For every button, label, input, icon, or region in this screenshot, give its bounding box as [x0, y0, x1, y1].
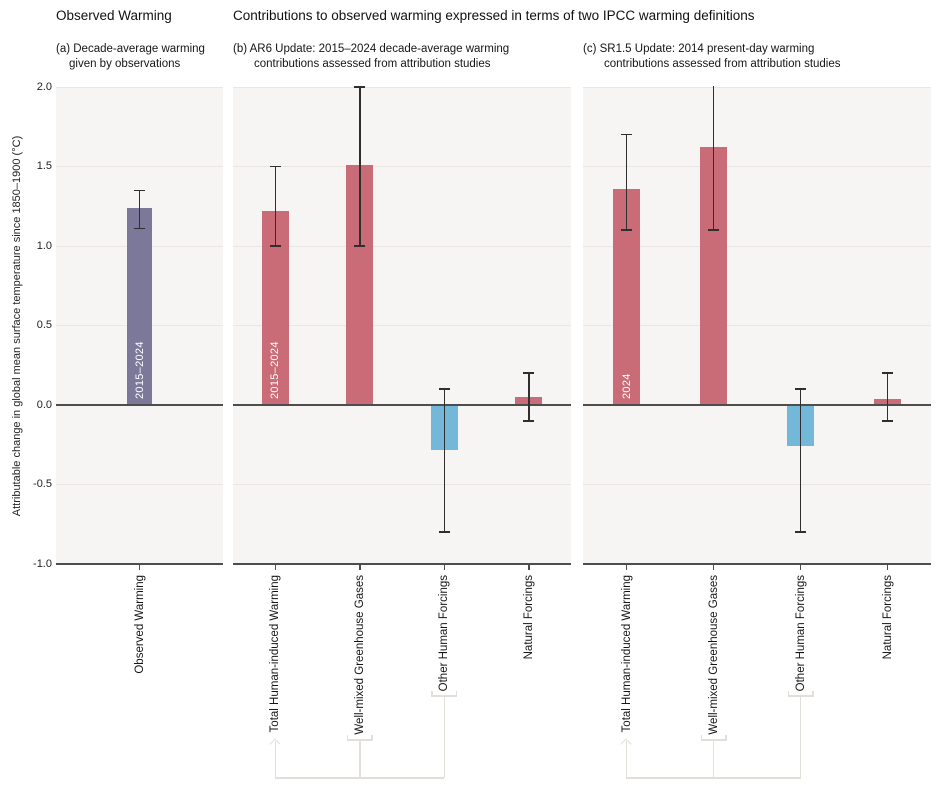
x-axis-tick: [887, 565, 889, 570]
arrow-head-icon: [269, 738, 280, 749]
panel-c-subtitle: [583, 42, 841, 72]
grid-line: [56, 87, 223, 88]
category-label-natural-forcings: Natural Forcings: [522, 575, 535, 660]
bottom-axis: [233, 563, 571, 565]
error-bar-well-mixed-greenhouse-gases: [713, 86, 715, 230]
panel-b-subtitle-line2: contributions assessed from attribution studies: [254, 58, 491, 70]
grid-line: [233, 484, 571, 485]
section-title-observed-warming: Observed Warming: [56, 8, 172, 23]
y-tick-label: -0.5: [33, 478, 52, 490]
category-label-observed-warming: Observed Warming: [133, 575, 146, 674]
error-bar-total-human-induced-warming: [275, 167, 277, 247]
connector-bracket-tick: [431, 691, 433, 696]
category-label-well-mixed-greenhouse-gases: Well-mixed Greenhouse Gases: [707, 575, 720, 735]
connector-drop: [800, 696, 802, 778]
section-title-contributions: Contributions to observed warming expressed in terms of two IPCC warming definitions: [233, 8, 755, 23]
category-label-other-human-forcings: Other Human Forcings: [794, 575, 807, 692]
error-bar-total-human-induced-warming: [626, 135, 628, 230]
zero-line: [56, 404, 223, 406]
category-label-well-mixed-greenhouse-gases: Well-mixed Greenhouse Gases: [353, 575, 366, 735]
error-bar-cap-top: [882, 372, 893, 374]
x-axis-tick: [713, 565, 715, 570]
grid-line: [233, 87, 571, 88]
y-tick-label: 1.5: [36, 160, 52, 172]
x-axis-tick: [359, 565, 361, 570]
connector-bracket-tick: [347, 735, 349, 740]
y-tick-label: -1.0: [33, 557, 52, 570]
error-bar-cap-bottom: [439, 531, 450, 533]
error-bar-other-human-forcings: [444, 389, 446, 532]
error-bar-cap-bottom: [708, 229, 719, 231]
connector-bracket-tick: [788, 691, 790, 696]
y-tick-label: 0.5: [36, 319, 52, 331]
error-bar-well-mixed-greenhouse-gases: [359, 87, 361, 246]
grid-line: [583, 87, 931, 88]
x-axis-tick: [528, 565, 530, 570]
zero-line: [233, 404, 571, 406]
error-bar-cap-bottom: [354, 245, 365, 247]
panel-c-subtitle-line2: contributions assessed from attribution studies: [604, 58, 841, 70]
error-bar-natural-forcings: [528, 373, 530, 421]
error-bar-cap-bottom: [523, 420, 534, 422]
error-bar-cap-bottom: [621, 229, 632, 231]
error-bar-observed-warming: [139, 190, 141, 228]
error-bar-cap-top: [134, 190, 145, 192]
error-bar-natural-forcings: [887, 373, 889, 421]
x-axis-tick: [800, 565, 802, 570]
connector-bracket-tick: [725, 735, 727, 740]
error-bar-cap-top: [270, 166, 281, 168]
grid-line: [233, 166, 571, 167]
connector-drop: [444, 696, 446, 778]
y-tick-label: 2.0: [36, 80, 52, 93]
x-axis-tick: [275, 565, 277, 570]
error-bar-cap-top: [354, 86, 365, 88]
connector-bracket-tick: [812, 691, 814, 696]
error-bar-cap-top: [795, 388, 806, 390]
arrow-head-icon: [620, 738, 631, 749]
panel-b-subtitle: [233, 42, 509, 72]
x-axis-tick: [139, 565, 141, 570]
connector-drop: [713, 740, 715, 778]
error-bar-cap-top: [621, 134, 632, 136]
bar-period-label: 2015–2024: [133, 341, 146, 399]
error-bar-cap-bottom: [134, 228, 145, 230]
error-bar-cap-bottom: [882, 420, 893, 422]
panel-b-subtitle-line1: (b) AR6 Update: 2015–2024 decade-average warming: [233, 43, 510, 55]
error-bar-cap-top: [439, 388, 450, 390]
y-tick-label: 1.0: [36, 239, 52, 252]
y-tick-label: 0.0: [36, 398, 52, 411]
connector-drop: [359, 740, 361, 778]
category-label-total-human-induced-warming: Total Human-induced Warming: [620, 575, 633, 733]
error-bar-cap-bottom: [795, 531, 806, 533]
panel-a-subtitle-line1: (a) Decade-average warming: [56, 43, 205, 55]
y-axis-label: Attributable change in global mean surface temperature since 1850–1900 (°C): [11, 135, 23, 517]
error-bar-other-human-forcings: [800, 389, 802, 532]
zero-line: [583, 404, 931, 406]
error-bar-cap-bottom: [270, 245, 281, 247]
bar-period-label: 2015–2024: [269, 341, 282, 399]
panel-a-subtitle: [56, 42, 205, 72]
connector-bracket-tick: [456, 691, 458, 696]
x-axis-tick: [626, 565, 628, 570]
connector-bracket-tick: [371, 735, 373, 740]
error-bar-cap-top: [523, 372, 534, 374]
bottom-axis: [583, 563, 931, 565]
connector-bracket-tick: [701, 735, 703, 740]
category-label-other-human-forcings: Other Human Forcings: [438, 575, 451, 692]
bar-period-label: 2024: [620, 373, 633, 399]
grid-line: [56, 166, 223, 167]
grid-line: [583, 166, 931, 167]
x-axis-tick: [444, 565, 446, 570]
grid-line: [583, 484, 931, 485]
grid-line: [56, 484, 223, 485]
panel-a-subtitle-line2: given by observations: [69, 58, 181, 70]
panel-c-subtitle-line1: (c) SR1.5 Update: 2014 present-day warming: [583, 43, 815, 55]
category-label-total-human-induced-warming: Total Human-induced Warming: [269, 575, 282, 733]
category-label-natural-forcings: Natural Forcings: [881, 575, 894, 660]
